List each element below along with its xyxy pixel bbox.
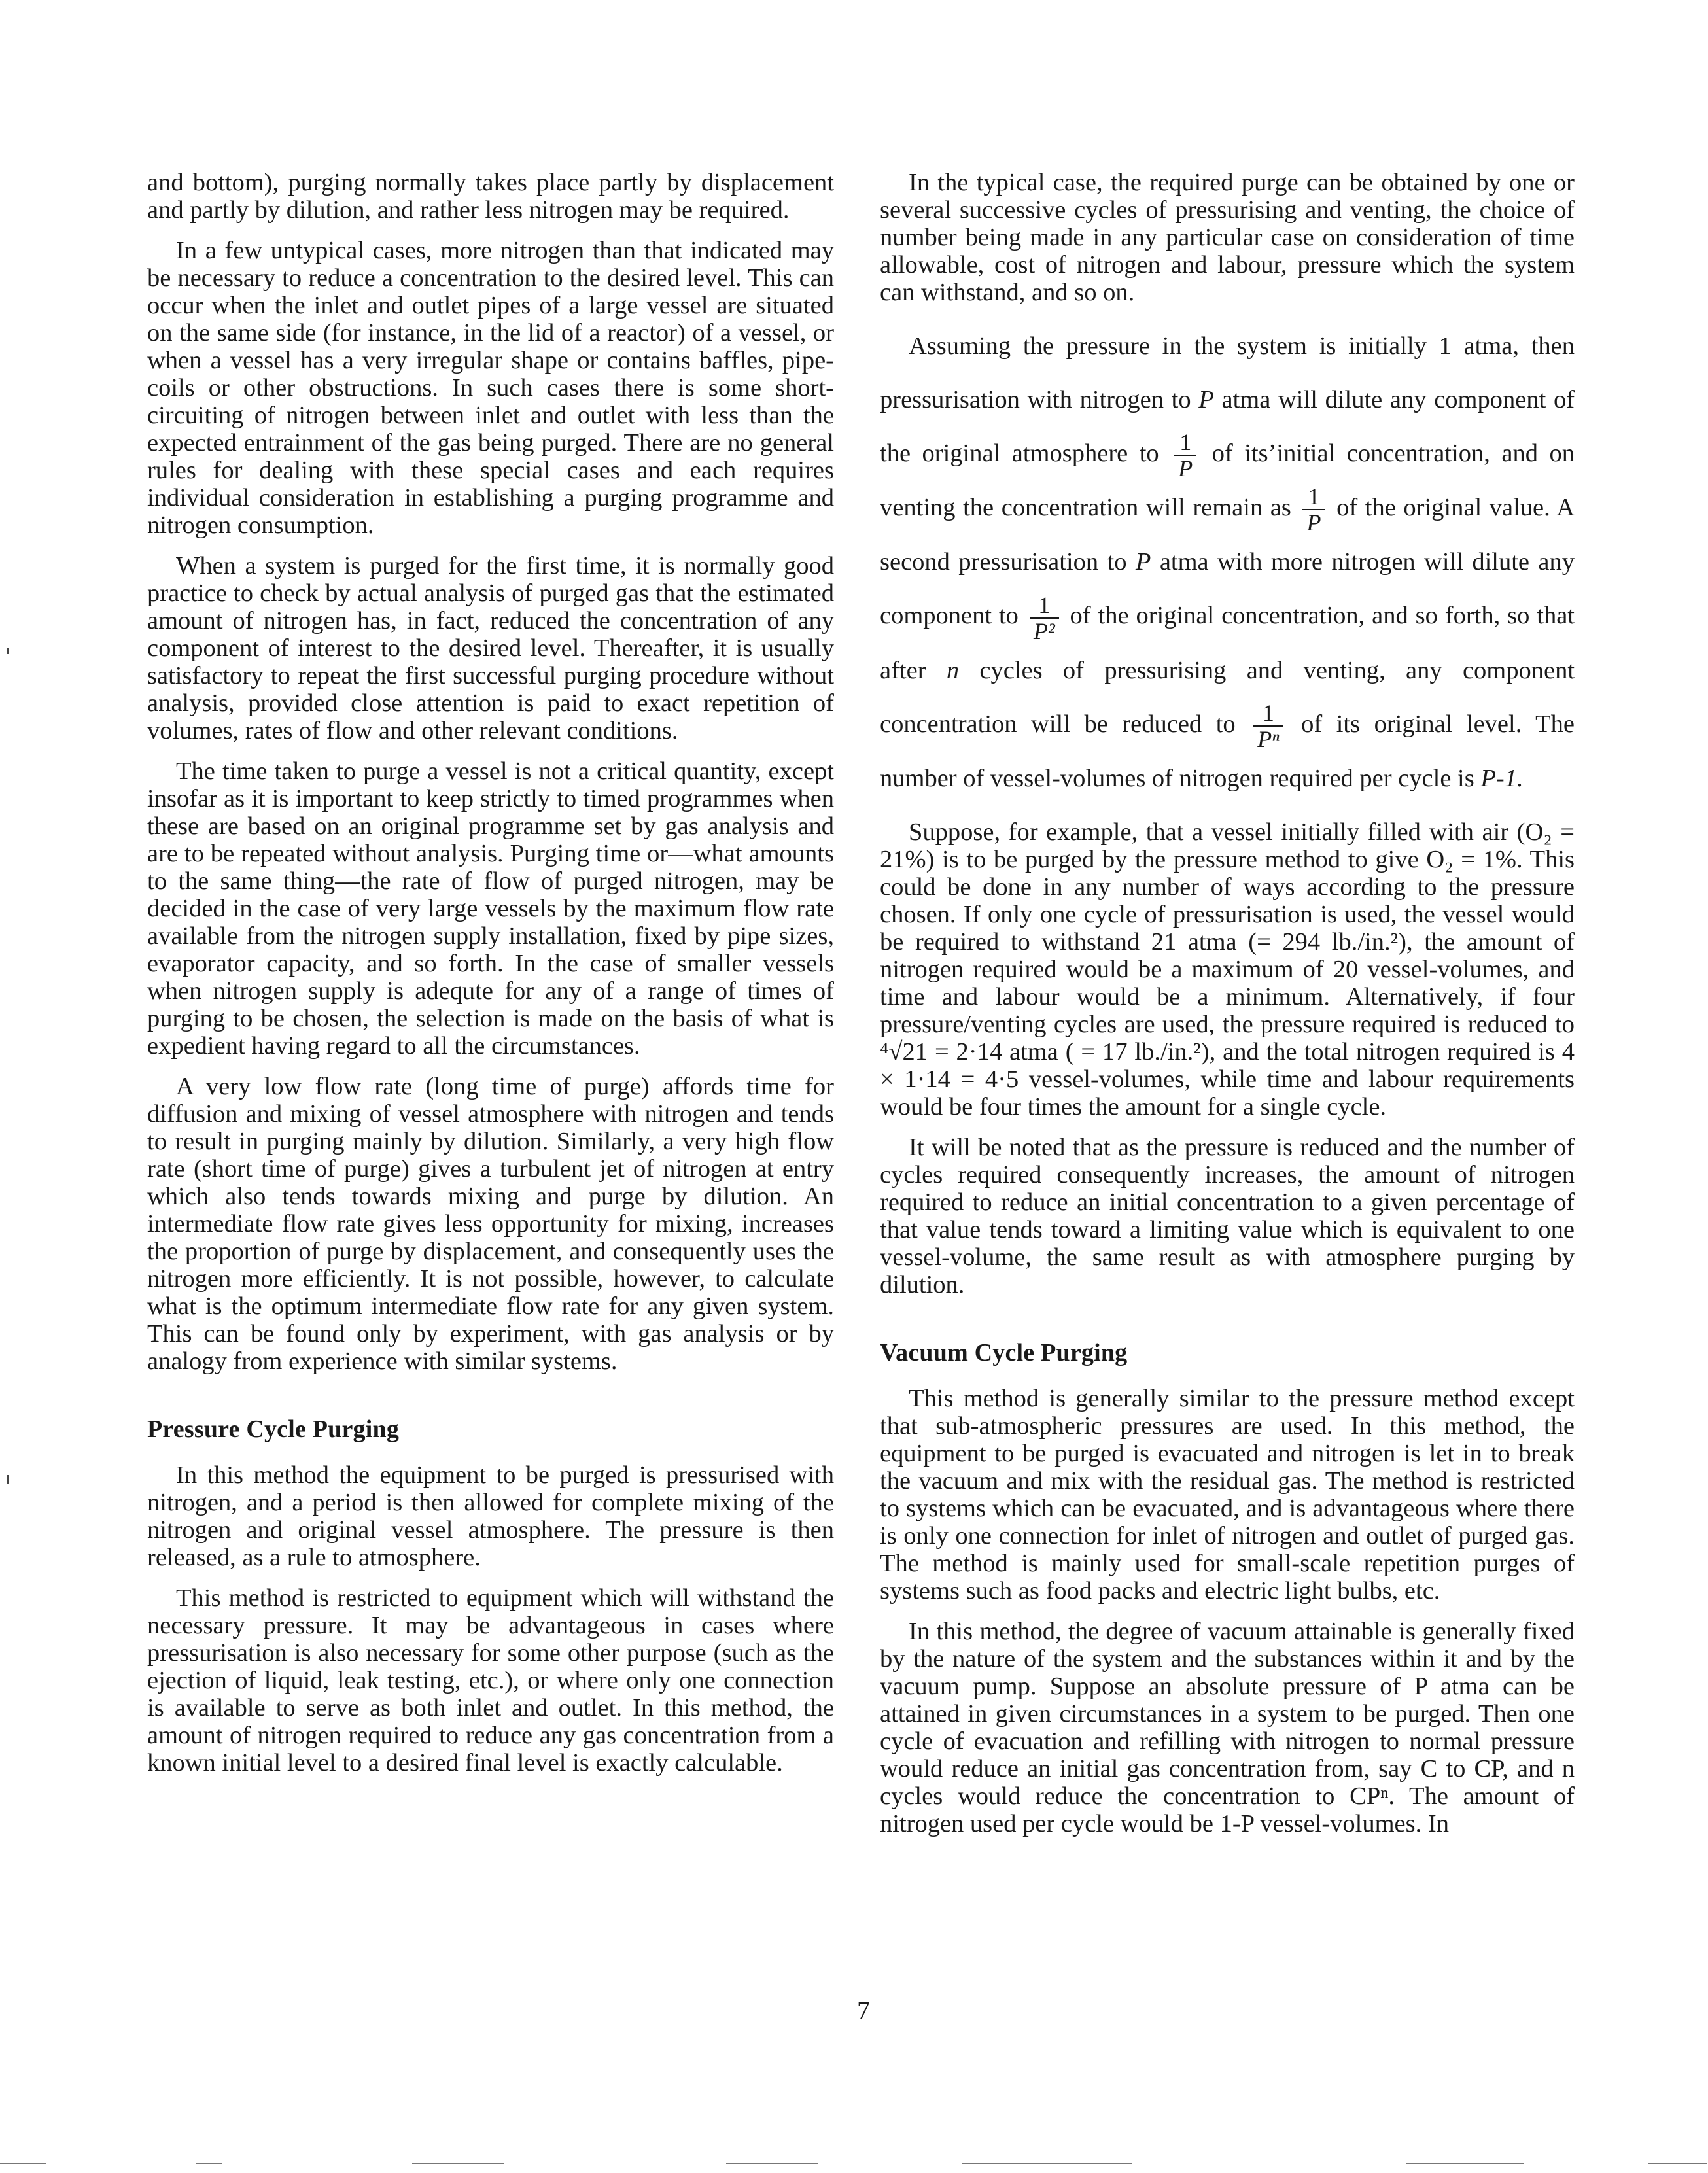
scan-edge-mark [412,2163,504,2164]
paragraph: In a few untypical cases, more nitrogen than that indicated may be necessary to reduce a concentration to the desired level. This can occur when the inlet and outlet pipes of a large vessel are situated on the same side (for instance, in the lid of a reactor) of a vessel, or when a vessel has a very irregular shape or contains baffles, pipe-coils or other obstructions. In such cases there is some short-circuiting of nitrogen between inlet and outlet with less than the expected entrainment of the gas being purged. There are no general rules for dealing with these special cases and each requires individual consideration in establishing a purging programme and nitrogen consumption. [147,237,834,539]
paragraph: A very low flow rate (long time of purge) affords time for diffusion and mixing of vessel atmosphere with nitrogen and tends to result in purging mainly by dilution. Similarly, a very high flow rate (short time of purge) gives a turbulent jet of nitrogen at entry which also tends towards mixing and purge by dilution. An intermediate flow rate gives less opportunity for mixing, increases the proportion of purge by displacement, and consequently uses the nitrogen more efficiently. It is not possible, however, to calculate what is the optimum intermediate flow rate for any given system. This can be found only by experiment, with gas analysis or by analogy from experience with similar systems. [147,1073,834,1375]
paragraph: In this method the equipment to be purged is pressurised with nitrogen, and a period is then allowed for complete mixing of the nitrogen and original vessel atmosphere. The pressure is then released, as a rule to atmosphere. [147,1461,834,1571]
paragraph: This method is restricted to equipment which will withstand the necessary pressure. It may be advantageous in cases where pressurisation is also necessary for some other purpose (such as the ejection of liquid, leak testing, etc.), or where only one connection is available to serve as both inlet and outlet. In this method, the amount of nitrogen required to reduce any gas concentration from a known initial level to a desired final level is exactly calculable. [147,1584,834,1777]
fraction-1-over-p: $\frac{1}{P}$ [1302,484,1325,535]
scan-edge-mark [726,2163,818,2164]
paragraph: Suppose, for example, that a vessel initially filled with air (O₂ = 21%) is to be purged by the pressure method to give O₂ = 1%. This could be done in any number of ways according to the pressure chosen. If only one cycle of pressurisation is used, the vessel would be required to withstand 21 atma (= 294 lb./in.²), the amount of nitrogen required would be a maximum of 20 vessel-volumes, and time and labour would be a minimum. Alternatively, if four pressure/venting cycles are used, the pressure required is reduced to ⁴√21 = 2·14 atma ( = 17 lb./in.²), and the total nitrogen required is 4 × 1·14 = 4·5 vessel-volumes, while time and labour requirements would be four times the amount for a single cycle. [880,818,1575,1121]
paragraph: When a system is purged for the first time, it is normally good practice to check by actual analysis of purged gas that the estimated amount of nitrogen has, in fact, reduced the concentration of any component of interest to the desired level. Thereafter, it is usually satisfactory to repeat the first successful purging procedure without analysis, provided close attention is paid to exact repetition of volumes, rates of flow and other relevant conditions. [147,552,834,744]
right-column [880,169,1575,1851]
scan-margin-mark [7,1475,9,1484]
fraction-1-over-p-power-n: $\frac{1}{\text{Pⁿ}}$ [1253,701,1283,752]
fraction-1-over-p: $\frac{1}{P}$ [1174,430,1196,481]
section-heading-vacuum-cycle: Vacuum Cycle Purging [880,1338,1128,1366]
scan-edge-mark [1648,2163,1707,2164]
fraction-1-over-p-squared: $\frac{1}{\text{P²}}$ [1030,593,1059,644]
paragraph-pressure-formula: Assuming the pressure in the system is initially 1 atma, then pressurisation with nitrogen to P atma will dilute any component of the original atmosphere to $\frac{1}{P}$ of its’initial concentration, and on venting the concentration will remain as $\frac{1}{P}$ of the original value. A second pressurisation to P atma with more nitrogen will dilute any component to $\frac{1}{\text{P²}}$ of the original concentration, and so forth, so that after n cycles of pressurising and venting, any component concentration will be reduced to $\frac{1}{\text{Pⁿ}}$ of its original level. The number of vessel-volumes of nitrogen required per cycle is P-1. [880,332,1575,792]
scan-edge-mark [962,2163,1132,2164]
section-heading-pressure-cycle: Pressure Cycle Purging [147,1416,400,1443]
paragraph: In this method, the degree of vacuum attainable is generally fixed by the nature of the system and the substances within it and by the vacuum pump. Suppose an absolute pressure of P atma can be attained in given circumstances in a system to be purged. Then one cycle of evacuation and refilling with nitrogen to normal pressure would reduce an initial gas concentration from, say C to CP, and n cycles would reduce the concentration to CPⁿ. The amount of nitrogen used per cycle would be 1-P vessel-volumes. In [880,1617,1575,1837]
paragraph: and bottom), purging normally takes place partly by displacement and partly by dilution, and rather less nitrogen may be required. [147,169,834,224]
scan-edge-mark [196,2163,222,2164]
paragraph: In the typical case, the required purge can be obtained by one or several successive cycles of pressurising and venting, the choice of number being made in any particular case on consideration of time allowable, cost of nitrogen and labour, pressure which the system can withstand, and so on. [880,169,1575,306]
page-number: 7 [857,1996,870,2025]
scan-edge-mark [1406,2163,1524,2164]
paragraph: It will be noted that as the pressure is reduced and the number of cycles required consequently increases, the amount of nitrogen required to reduce an initial concentration to a given percentage of that value tends toward a limiting value which is equivalent to one vessel-volume, the same result as with atmosphere purging by dilution. [880,1133,1575,1298]
paragraph: This method is generally similar to the pressure method except that sub-atmospheric pressures are used. In this method, the equipment to be purged is evacuated and nitrogen is let in to break the vacuum and mix with the residual gas. The method is restricted to systems which can be evacuated, and is advantageous where there is only one connection for inlet of nitrogen and outlet of purged gas. The method is mainly used for small-scale repetition purges of systems such as food packs and electric light bulbs, etc. [880,1384,1575,1605]
paragraph: The time taken to purge a vessel is not a critical quantity, except insofar as it is important to keep strictly to timed programmes when these are based on an original programme set by gas analysis and are to be repeated without analysis. Purging time or—what amounts to the same thing—the rate of flow of purged nitrogen, may be decided in the case of very large vessels by the maximum flow rate available from the nitrogen supply installation, fixed by pipe sizes, evaporator capacity, and so forth. In the case of smaller vessels when nitrogen supply is adequte for any of a range of times of purging to be chosen, the selection is made on the basis of what is expedient having regard to all the circumstances. [147,757,834,1060]
scan-edge-mark [0,2163,46,2164]
left-column [147,169,834,1790]
scan-margin-mark [7,648,9,654]
